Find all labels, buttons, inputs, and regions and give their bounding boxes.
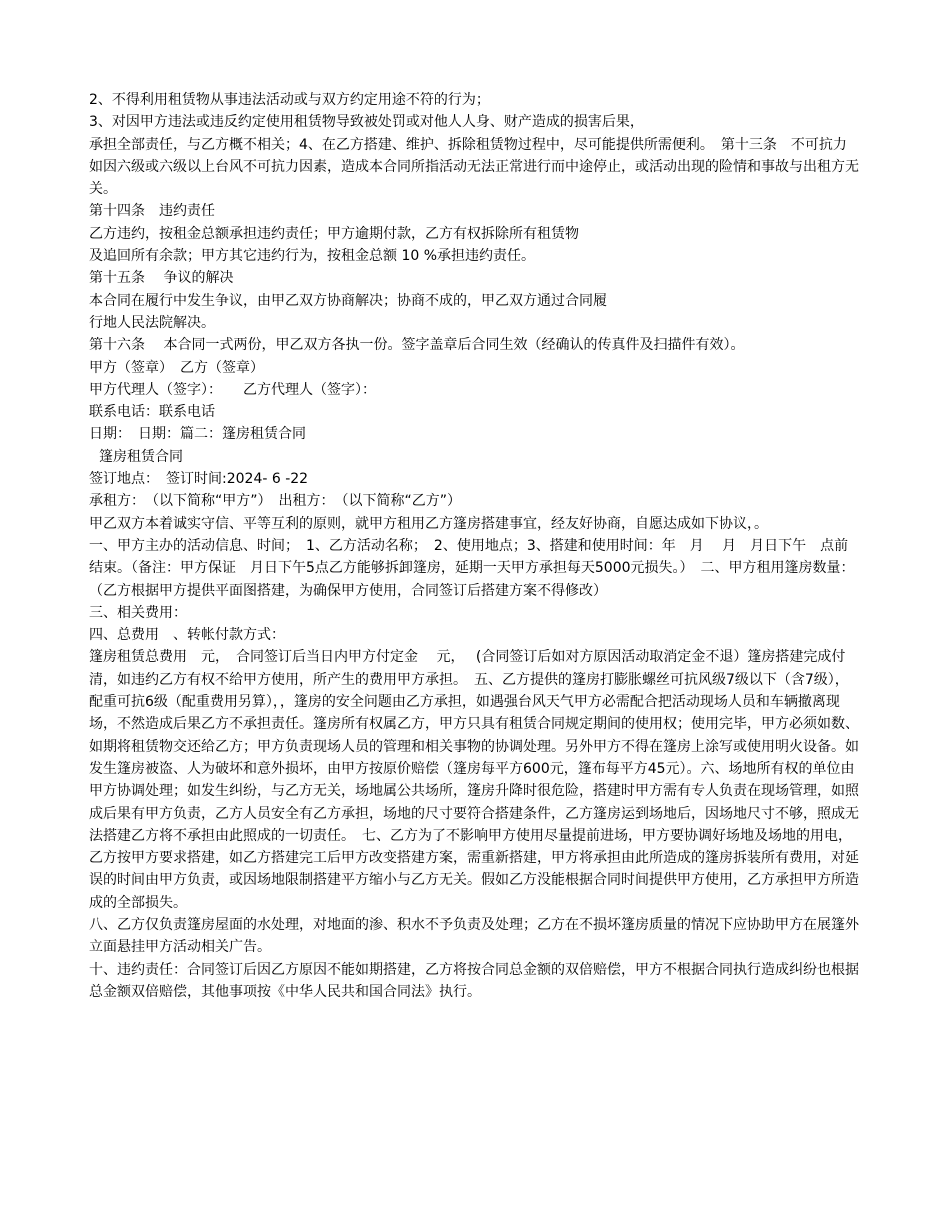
contact-phone-line: 联系电话：联系电话: [89, 404, 215, 421]
date-line: 日期： 日期：篇二：篷房租赁合同: [89, 426, 306, 443]
paragraph: 如因六级或六级以上台风不可抗力因素，造成本合同所指活动无法正常进行而中途停止，或活动出现的险情和事故与出租方无关。: [89, 158, 859, 198]
paragraph: 行地人民法院解决。: [89, 314, 215, 331]
paragraph: 八、乙方仅负责篷房屋面的水处理，对地面的渗、积水不予负责及处理；乙方在不损坏篷房质量的情况下应协助甲方在展篷外立面悬挂甲方活动相关广告。: [89, 916, 859, 956]
paragraph: 甲乙双方本着诚实守信、平等互利的原则，就甲方租用乙方篷房搭建事宜，经友好协商，自愿达成如下协议，。: [89, 515, 768, 532]
paragraph: 承担全部责任，与乙方概不相关；4、在乙方搭建、维护、拆除租赁物过程中，尽可能提供所需便利。 第十三条 不可抗力: [89, 136, 847, 153]
paragraph: 及追回所有余款；甲方其它违约行为，按租金总额 10 %承担违约责任。: [89, 248, 536, 265]
paragraph: 一、甲方主办的活动信息、时间； 1、乙方活动名称； 2、使用地点；3、搭建和使用时间：年 月 月 月日下午 点前结束。（备注：甲方保证 月日下午5点乙方能够拆卸篷房，延期一天甲方承担每天5000元损失。） 二、甲方租用篷房数量：（乙方根据甲方提供平面图搭建，为确保甲方使用，合同签订后搭建方案不得修改）: [89, 537, 855, 599]
paragraph: 第十六条 本合同一式两份，甲乙双方各执一份。签字盖章后合同生效（经确认的传真件及扫描件有效）。: [89, 337, 745, 354]
paragraph: 2、不得利用租赁物从事违法活动或与双方约定用途不符的行为；: [89, 92, 490, 108]
signing-info: 签订地点： 签订时间:2024- 6 -22: [89, 471, 309, 488]
section-heading: 第十五条 争议的解决: [89, 270, 234, 287]
document-title: 篷房租赁合同: [99, 448, 183, 465]
section-heading: 第十四条 违约责任: [89, 203, 215, 220]
paragraph: 三、相关费用：: [89, 604, 187, 621]
signature-line: 甲方（签章） 乙方（签章）: [89, 359, 264, 376]
agent-signature-line: 甲方代理人（签字）： 乙方代理人（签字）：: [89, 381, 376, 398]
paragraph: 篷房租赁总费用 元， 合同签订后当日内甲方付定金 元， (合同签订后如对方原因活动取消定金不退）篷房搭建完成付清，如违约乙方有权不给甲方使用，所产生的费用甲方承担。 五、乙方提供的篷房打膨胀螺丝可抗风级7级以下（含7级），配重可抗6级（配重费用另算），，篷房的安全问题由乙方承担，如遇强台风天气甲方必需配合把活动现场人员和车辆撤离现场，不然造成后果乙方不承担责任。篷房所有权属乙方，甲方只具有租赁合同规定期间的使用权；使用完毕，甲方必须如数、如期将租赁物交还给乙方；甲方负责现场人员的管理和相关事物的协调处理。另外甲方不得在篷房上涂写或使用明火设备。如发生篷房被盗、人为破坏和意外损坏，由甲方按原价赔偿（篷房每平方600元，篷布每平方45元）。六、场地所有权的单位由甲方协调处理；如发生纠纷，与乙方无关，场地属公共场所，篷房升降时很危险，搭建时甲方需有专人负责在现场管理，如照成后果有甲方负责，乙方人员安全有乙方承担，场地的尺寸要符合搭建条件，乙方篷房运到场地后，因场地尺寸不够，照成无法搭建乙方将不承担由此照成的一切责任。 七、乙方为了不影响甲方使用尽量提前进场，甲方要协调好场地及场地的用电，乙方按甲方要求搭建，如乙方搭建完工后甲方改变搭建方案，需重新搭建，甲方将承担由此所造成的篷房拆装所有费用，对延误的时间由甲方负责，或因场地限制搭建平方缩小与乙方无关。假如乙方没能根据合同时间提供甲方使用，乙方承担甲方所造成的全部损失。: [89, 649, 859, 911]
paragraph: 乙方违约，按租金总额承担违约责任；甲方逾期付款，乙方有权拆除所有租赁物: [89, 225, 579, 242]
parties-line: 承租方： （以下简称“甲方”） 出租方： （以下简称“乙方”）: [89, 493, 462, 510]
paragraph: 四、总费用 、转帐付款方式：: [89, 627, 285, 644]
paragraph: 十、违约责任：合同签订后因乙方原因不能如期搭建，乙方将按合同总金额的双倍赔偿，甲方不根据合同执行造成纠纷也根据总金额双倍赔偿，其他事项按《中华人民共和国合同法》执行。: [89, 961, 859, 1000]
paragraph: 3、对因甲方违法或违反约定使用租赁物导致被处罚或对他人人身、财产造成的损害后果，: [89, 114, 644, 131]
paragraph: 本合同在履行中发生争议，由甲乙双方协商解决；协商不成的，甲乙双方通过合同履: [89, 292, 607, 309]
